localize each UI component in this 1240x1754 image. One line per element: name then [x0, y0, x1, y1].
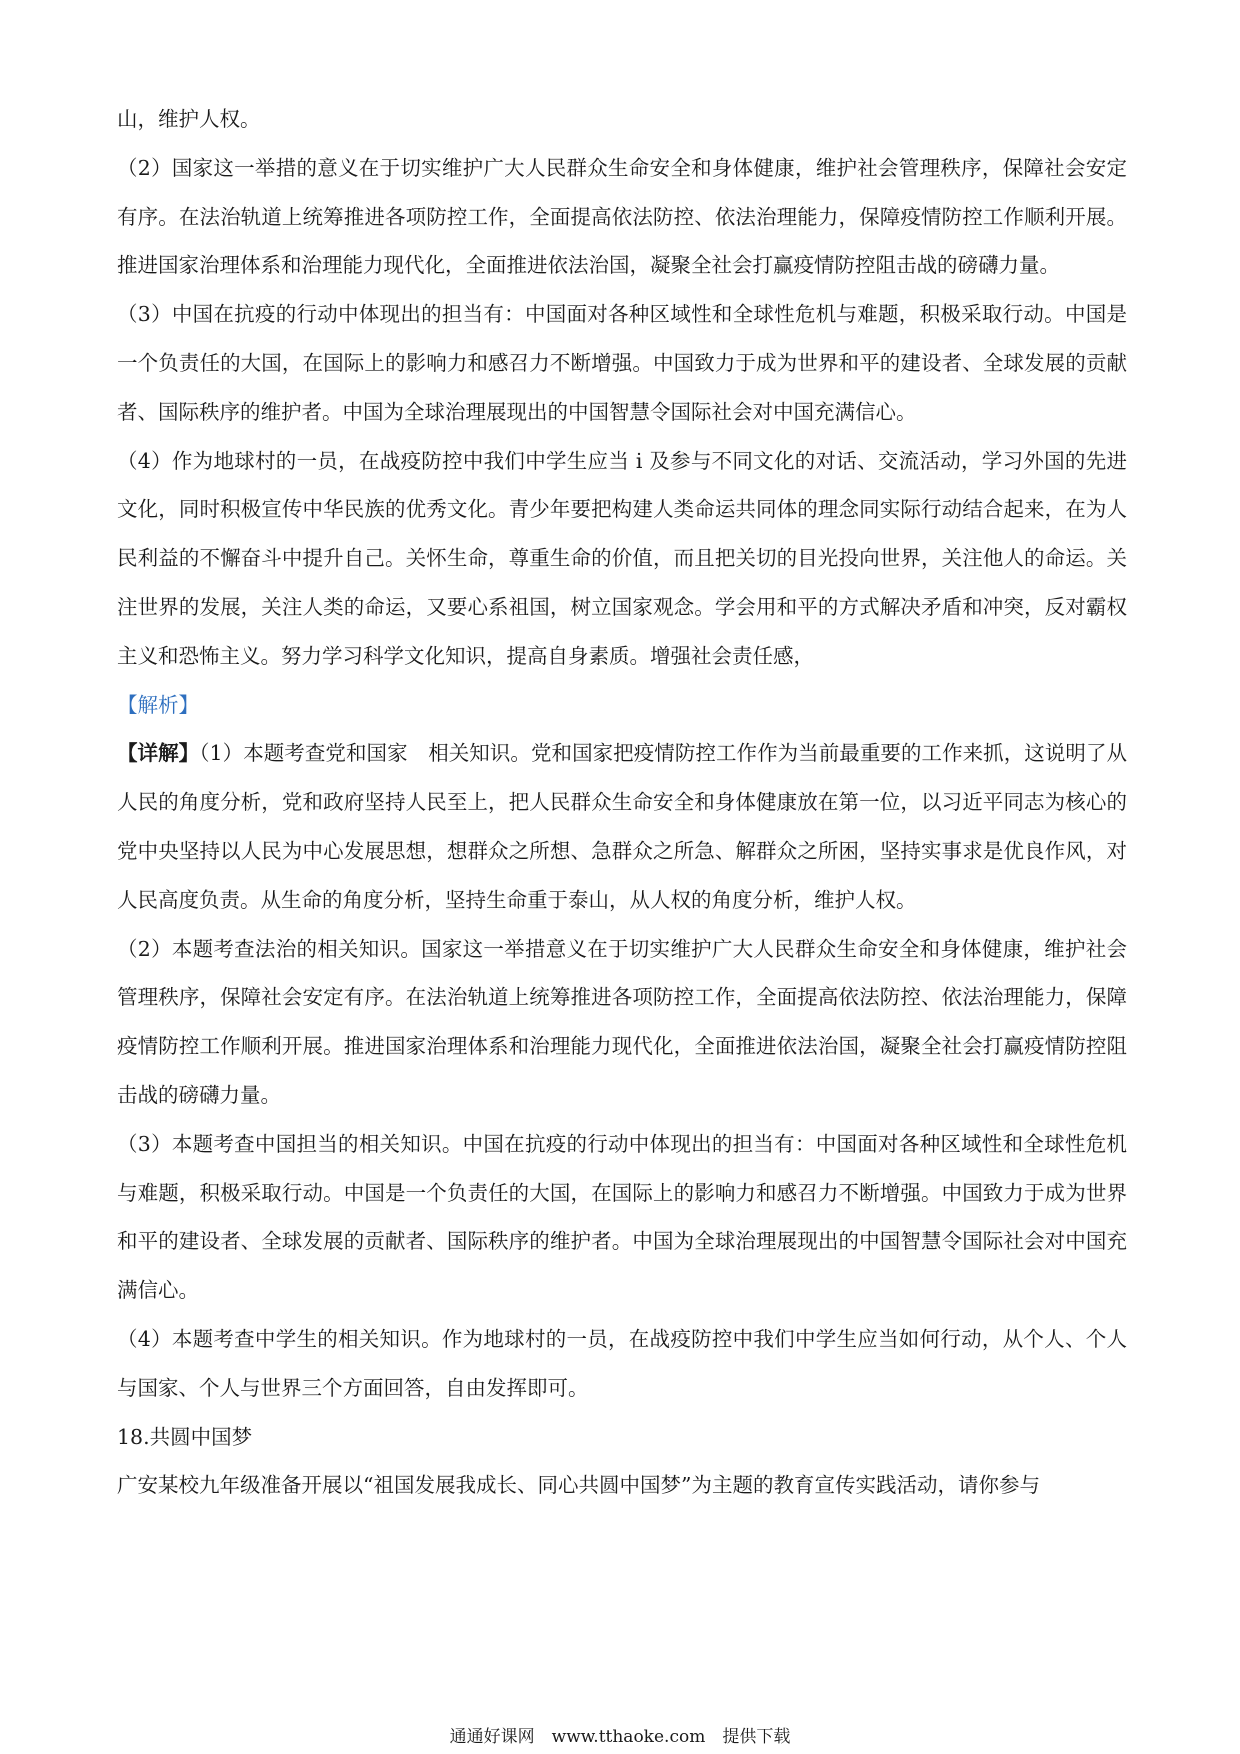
detail-paragraph-4: （4）本题考查中学生的相关知识。作为地球村的一员，在战疫防控中我们中学生应当如何行动，从个人、个人与国家、个人与世界三个方面回答，自由发挥即可。 — [117, 1326, 1127, 1400]
answer-paragraph-4: （4）作为地球村的一员，在战疫防控中我们中学生应当 i 及参与不同文化的对话、交流活动，学习外国的先进文化，同时积极宣传中华民族的优秀文化。青少年要把构建人类命运共同体的理念同实际行动结合起来，在为人民利益的不懈奋斗中提升自己。关怀生命，尊重生命的价值，而且把关切的目光投向世界，关注他人的命运。关注世界的发展，关注人类的命运，又要心系祖国，树立国家观念。学会用和平的方式解决矛盾和冲突，反对霸权主义和恐怖主义。努力学习科学文化知识，提高自身素质。增强社会责任感， — [117, 448, 1127, 668]
detail-paragraph-1 — [117, 729, 1127, 924]
document-body — [117, 95, 1127, 1510]
detail-paragraph-3: （3）本题考查中国担当的相关知识。中国在抗疫的行动中体现出的担当有：中国面对各种区域性和全球性危机与难题，积极采取行动。中国是一个负责任的大国，在国际上的影响力和感召力不断增强。中国致力于成为世界和平的建设者、全球发展的贡献者、国际秩序的维护者。中国为全球治理展现出的中国智慧令国际社会对中国充满信心。 — [117, 1131, 1127, 1303]
detail-paragraph-1-text: （1）本题考查党和国家 相关知识。党和国家把疫情防控工作作为当前最重要的工作来抓，这说明了从人民的角度分析，党和政府坚持人民至上，把人民群众生命安全和身体健康放在第一位，以习近平同志为核心的党中央坚持以人民为中心发展思想，想群众之所想、急群众之所急、解群众之所困，坚持实事求是优良作风，对人民高度负责。从生命的角度分析，坚持生命重于泰山，从人权的角度分析，维护人权。 — [117, 741, 1128, 912]
question-title: 18.共圆中国梦 — [117, 1424, 253, 1449]
answer-paragraph-2: （2）国家这一举措的意义在于切实维护广大人民群众生命安全和身体健康，维护社会管理秩序，保障社会安定有序。在法治轨道上统筹推进各项防控工作，全面提高依法防控、依法治理能力，保障疫情防控工作顺利开展。推进国家治理体系和治理能力现代化，全面推进依法治国，凝聚全社会打赢疫情防控阻击战的磅礴力量。 — [117, 155, 1127, 278]
question-intro: 广安某校九年级准备开展以“祖国发展我成长、同心共圆中国梦”为主题的教育宣传实践活动，请你参与 — [117, 1473, 1040, 1498]
footer-watermark: 通通好课网 www.tthaoke.com 提供下载 — [449, 1727, 791, 1747]
answer-paragraph-continuation: 山，维护人权。 — [117, 107, 261, 131]
answer-paragraph-3: （3）中国在抗疫的行动中体现出的担当有：中国面对各种区域性和全球性危机与难题，积极采取行动。中国是一个负责任的大国，在国际上的影响力和感召力不断增强。中国致力于成为世界和平的建设者、全球发展的贡献者、国际秩序的维护者。中国为全球治理展现出的中国智慧令国际社会对中国充满信心。 — [117, 302, 1127, 424]
detail-lead: 【详解】 — [117, 741, 200, 766]
detail-paragraph-2: （2）本题考查法治的相关知识。国家这一举措意义在于切实维护广大人民群众生命安全和身体健康，维护社会管理秩序，保障社会安定有序。在法治轨道上统筹推进各项防控工作，全面提高依法防控、依法治理能力，保障疫情防控工作顺利开展。推进国家治理体系和治理能力现代化，全面推进依法治国，凝聚全社会打赢疫情防控阻击战的磅礴力量。 — [117, 936, 1127, 1107]
analysis-heading: 【解析】 — [117, 692, 199, 717]
